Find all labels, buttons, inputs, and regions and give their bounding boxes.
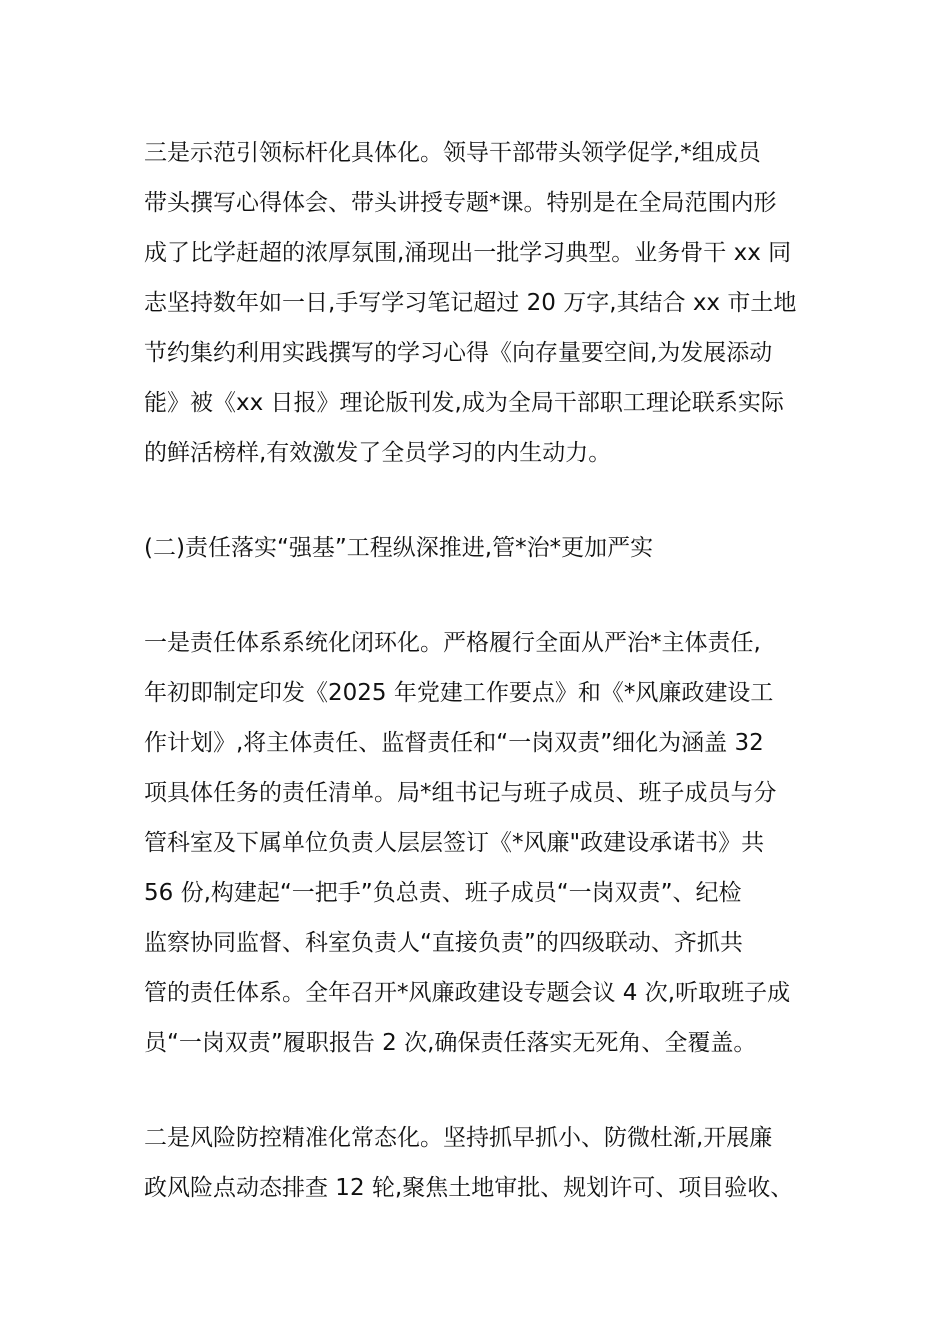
text-line: 三是示范引领标杆化具体化。领导干部带头领学促学,*组成员 [144, 140, 761, 166]
paragraph-demonstration [144, 128, 824, 478]
text-line: 一是责任体系系统化闭环化。严格履行全面从严治*主体责任, [144, 630, 761, 656]
text-line: 管科室及下属单位负责人层层签订《*风廉"政建设承诺书》共 [144, 830, 765, 856]
text-line: 的鲜活榜样,有效激发了全员学习的内生动力。 [144, 440, 612, 466]
text-line: 成了比学赶超的浓厚氛围,涌现出一批学习典型。业务骨干 xx 同 [144, 240, 792, 266]
paragraph-gap [144, 573, 824, 618]
text-line: 作计划》,将主体责任、监督责任和“一岗双责”细化为涵盖 32 [144, 730, 764, 756]
paragraph-risk-control [144, 1113, 824, 1213]
text-line: 年初即制定印发《2025 年党建工作要点》和《*风廉政建设工 [144, 680, 774, 706]
paragraph-responsibility [144, 618, 824, 1068]
text-line: 员“一岗双责”履职报告 2 次,确保责任落实无死角、全覆盖。 [144, 1030, 757, 1056]
text-line: 政风险点动态排查 12 轮,聚焦土地审批、规划许可、项目验收、 [144, 1175, 794, 1201]
section-heading [144, 523, 824, 573]
text-line: 56 份,构建起“一把手”负总责、班子成员“一岗双责”、纪检 [144, 880, 742, 906]
text-line: 管的责任体系。全年召开*风廉政建设专题会议 4 次,听取班子成 [144, 980, 791, 1006]
text-line: 二是风险防控精准化常态化。坚持抓早抓小、防微杜渐,开展廉 [144, 1125, 773, 1151]
document-body [144, 128, 824, 1213]
text-line: 项具体任务的责任清单。局*组书记与班子成员、班子成员与分 [144, 780, 777, 806]
paragraph-gap [144, 1068, 824, 1113]
paragraph-gap [144, 478, 824, 523]
text-line: 能》被《xx 日报》理论版刊发,成为全局干部职工理论联系实际 [144, 390, 784, 416]
text-line: 监察协同监督、科室负责人“直接负责”的四级联动、齐抓共 [144, 930, 743, 956]
text-line: 节约集约利用实践撰写的学习心得《向存量要空间,为发展添动 [144, 340, 773, 366]
heading-line: (二)责任落实“强基”工程纵深推进,管*治*更加严实 [144, 535, 654, 561]
text-line: 带头撰写心得体会、带头讲授专题*课。特别是在全局范围内形 [144, 190, 777, 216]
text-line: 志坚持数年如一日,手写学习笔记超过 20 万字,其结合 xx 市土地 [144, 290, 797, 316]
